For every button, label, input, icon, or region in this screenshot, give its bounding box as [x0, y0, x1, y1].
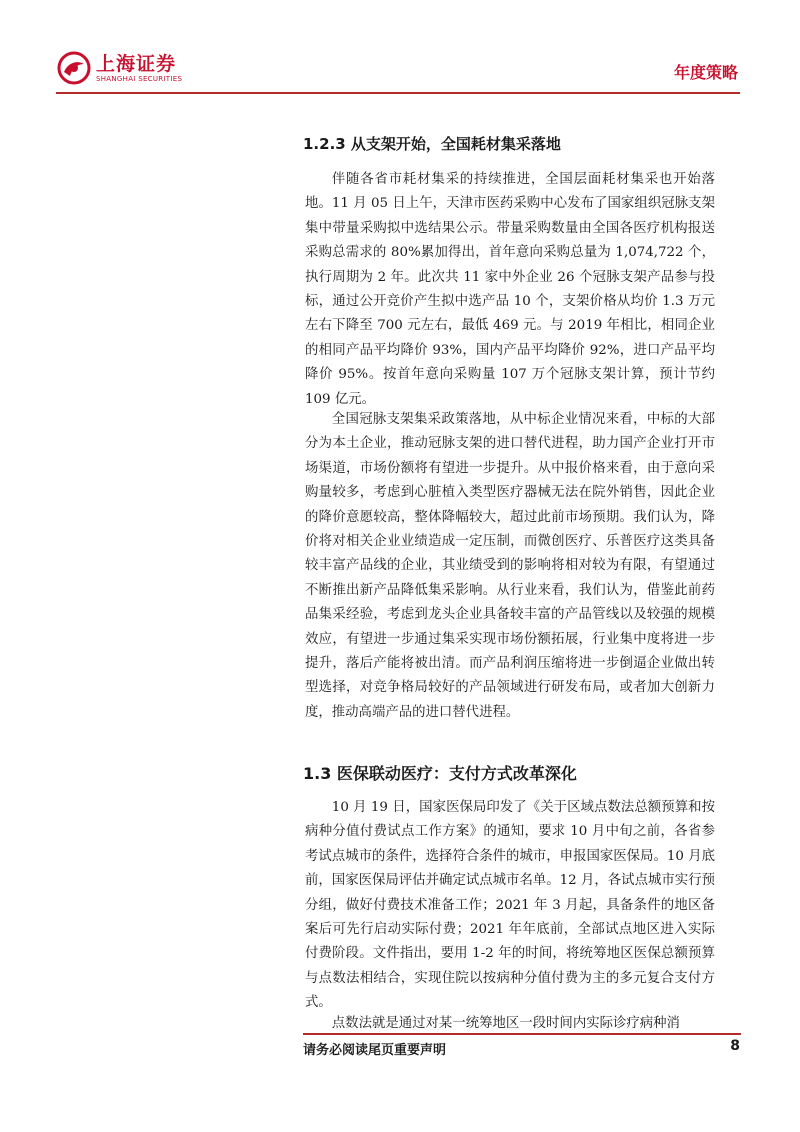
disclaimer-note: 请务必阅读尾页重要声明 [303, 1043, 447, 1058]
logo-chinese-text: 上海证券 [96, 53, 177, 75]
report-type-label: 年度策略 [673, 63, 738, 82]
section-heading-1-2-3: 1.2.3 从支架开始，全国耗材集采落地 [303, 135, 561, 153]
paragraph: 伴随各省市耗材集采的持续推进，全国层面耗材集采也开始落地。11 月 05 日上午，天津市医药采购中心发布了国家组织冠脉支架集中带量采购拟中选结果公示。带量采购数量由全国各医疗机构报送采购总需求的 80%累加得出，首年意向采购总量为 1,074,722 个，执行周期为 2 年。此次共 11 家中外企业 26 个冠脉支架产品参与投标，通过公开竞价产生拟中选产品 10 个，支架价格从均价 1.3 万元左右下降至 700 元左右，最低 469 元。与 2019 年相比，相同企业的相同产品平均降价 93%，国内产品平均降价 92%，进口产品平均降价 95%。按首年意向采购量 107 万个冠脉支架计算，预计节约 109 亿元。 [305, 172, 715, 407]
footer-divider [303, 1033, 741, 1035]
section-heading-1-3: 1.3 医保联动医疗：支付方式改革深化 [303, 764, 577, 783]
page-number: 8 [730, 1038, 740, 1054]
logo-emblem-icon [56, 50, 92, 86]
header-divider [56, 92, 740, 94]
paragraph: 点数法就是通过对某一统筹地区一段时间内实际诊疗病种消 [331, 1016, 680, 1031]
company-logo [56, 50, 182, 86]
paragraph: 10 月 19 日，国家医保局印发了《关于区域点数法总额预算和按病种分值付费试点工作方案》的通知，要求 10 月中旬之前，各省参考试点城市的条件，选择符合条件的城市，申报国家医保局。10 月底前，国家医保局评估并确定试点城市名单。12 月，各试点城市实行预分组，做好付费技术准备工作；2021 年 3 月起，具备条件的地区备案后可先行启动实际付费；2021 年年底前，全部试点地区进入实际付费阶段。文件指出，要用 1-2 年的时间，将统筹地区医保总额预算与点数法相结合，实现住院以按病种分值付费为主的多元复合支付方式。 [305, 800, 715, 1011]
page-header [56, 50, 738, 90]
paragraph: 全国冠脉支架集采政策落地，从中标企业情况来看，中标的大部分为本土企业，推动冠脉支架的进口替代进程，助力国产企业打开市场渠道，市场份额将有望进一步提升。从中报价格来看，由于意向采购量较多，考虑到心脏植入类型医疗器械无法在院外销售，因此企业的降价意愿较高，整体降幅较大，超过此前市场预期。我们认为，降价将对相关企业业绩造成一定压制，而微创医疗、乐普医疗这类具备较丰富产品线的企业，其业绩受到的影响将相对较为有限，有望通过不断推出新产品降低集采影响。从行业来看，我们认为，借鉴此前药品集采经验，考虑到龙头企业具备较丰富的产品管线以及较强的规模效应，有望进一步通过集采实现市场份额拓展，行业集中度将进一步提升，落后产能将被出清。而产品利润压缩将进一步倒逼企业做出转型选择，对竞争格局较好的产品领域进行研发布局，或者加大创新力度，推动高端产品的进口替代进程。 [305, 412, 715, 720]
logo-english-text: SHANGHAI SECURITIES [96, 75, 183, 83]
